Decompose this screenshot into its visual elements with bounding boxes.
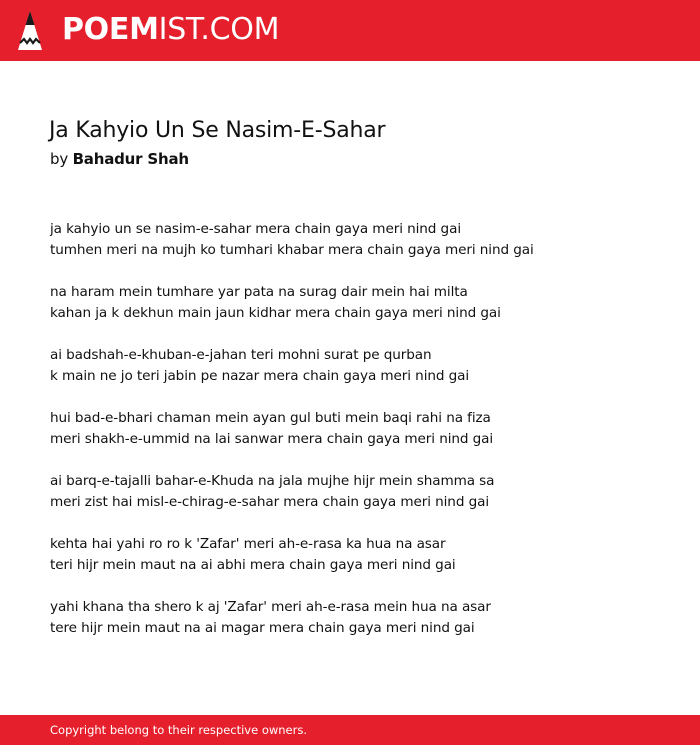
stanza xyxy=(50,219,670,261)
poem-line: kahan ja k dekhun main jaun kidhar mera chain gaya meri nind gai xyxy=(50,305,501,321)
poem-line: hui bad-e-bhari chaman mein ayan gul buti mein baqi rahi na fiza xyxy=(50,410,491,426)
poem-line: meri zist hai misl-e-chirag-e-sahar mera chain gaya meri nind gai xyxy=(50,494,490,510)
stanza xyxy=(50,597,670,639)
poem-body xyxy=(50,219,670,660)
brand-bold: POEM xyxy=(62,12,159,47)
poem-line: tere hijr mein maut na ai magar mera chain gaya meri nind gai xyxy=(50,620,475,636)
by-label: by xyxy=(50,150,68,168)
poem-line: tumhen meri na mujh ko tumhari khabar mera chain gaya meri nind gai xyxy=(50,242,534,258)
site-logo-text[interactable] xyxy=(62,12,279,48)
poem-author: Bahadur Shah xyxy=(72,150,189,168)
site-header xyxy=(0,0,700,61)
stanza xyxy=(50,408,670,450)
stanza xyxy=(50,534,670,576)
poem-line: ja kahyio un se nasim-e-sahar mera chain gaya meri nind gai xyxy=(50,221,461,237)
stanza xyxy=(50,345,670,387)
stanza xyxy=(50,282,670,324)
poem-line: yahi khana tha shero k aj 'Zafar' meri ah-e-rasa mein hua na asar xyxy=(50,599,491,615)
poem-line: meri shakh-e-ummid na lai sanwar mera chain gaya meri nind gai xyxy=(50,431,494,447)
poem-line: ai badshah-e-khuban-e-jahan teri mohni surat pe qurban xyxy=(50,347,432,363)
poem-byline xyxy=(50,149,189,169)
poem-line: kehta hai yahi ro ro k 'Zafar' meri ah-e-rasa ka hua na asar xyxy=(50,536,446,552)
poem-line: teri hijr mein maut na ai abhi mera chain gaya meri nind gai xyxy=(50,557,456,573)
poem-line: k main ne jo teri jabin pe nazar mera chain gaya meri nind gai xyxy=(50,368,470,384)
poem-line: ai barq-e-tajalli bahar-e-Khuda na jala mujhe hijr mein shamma sa xyxy=(50,473,495,489)
pencil-tip-icon[interactable] xyxy=(17,10,43,52)
poem-line: na haram mein tumhare yar pata na surag dair mein hai milta xyxy=(50,284,468,300)
poem-title: Ja Kahyio Un Se Nasim-E-Sahar xyxy=(49,118,386,143)
brand-light: IST.COM xyxy=(158,12,280,47)
copyright-notice: Copyright belong to their respective owners. xyxy=(50,723,308,737)
stanza xyxy=(50,471,670,513)
site-footer xyxy=(0,715,700,745)
